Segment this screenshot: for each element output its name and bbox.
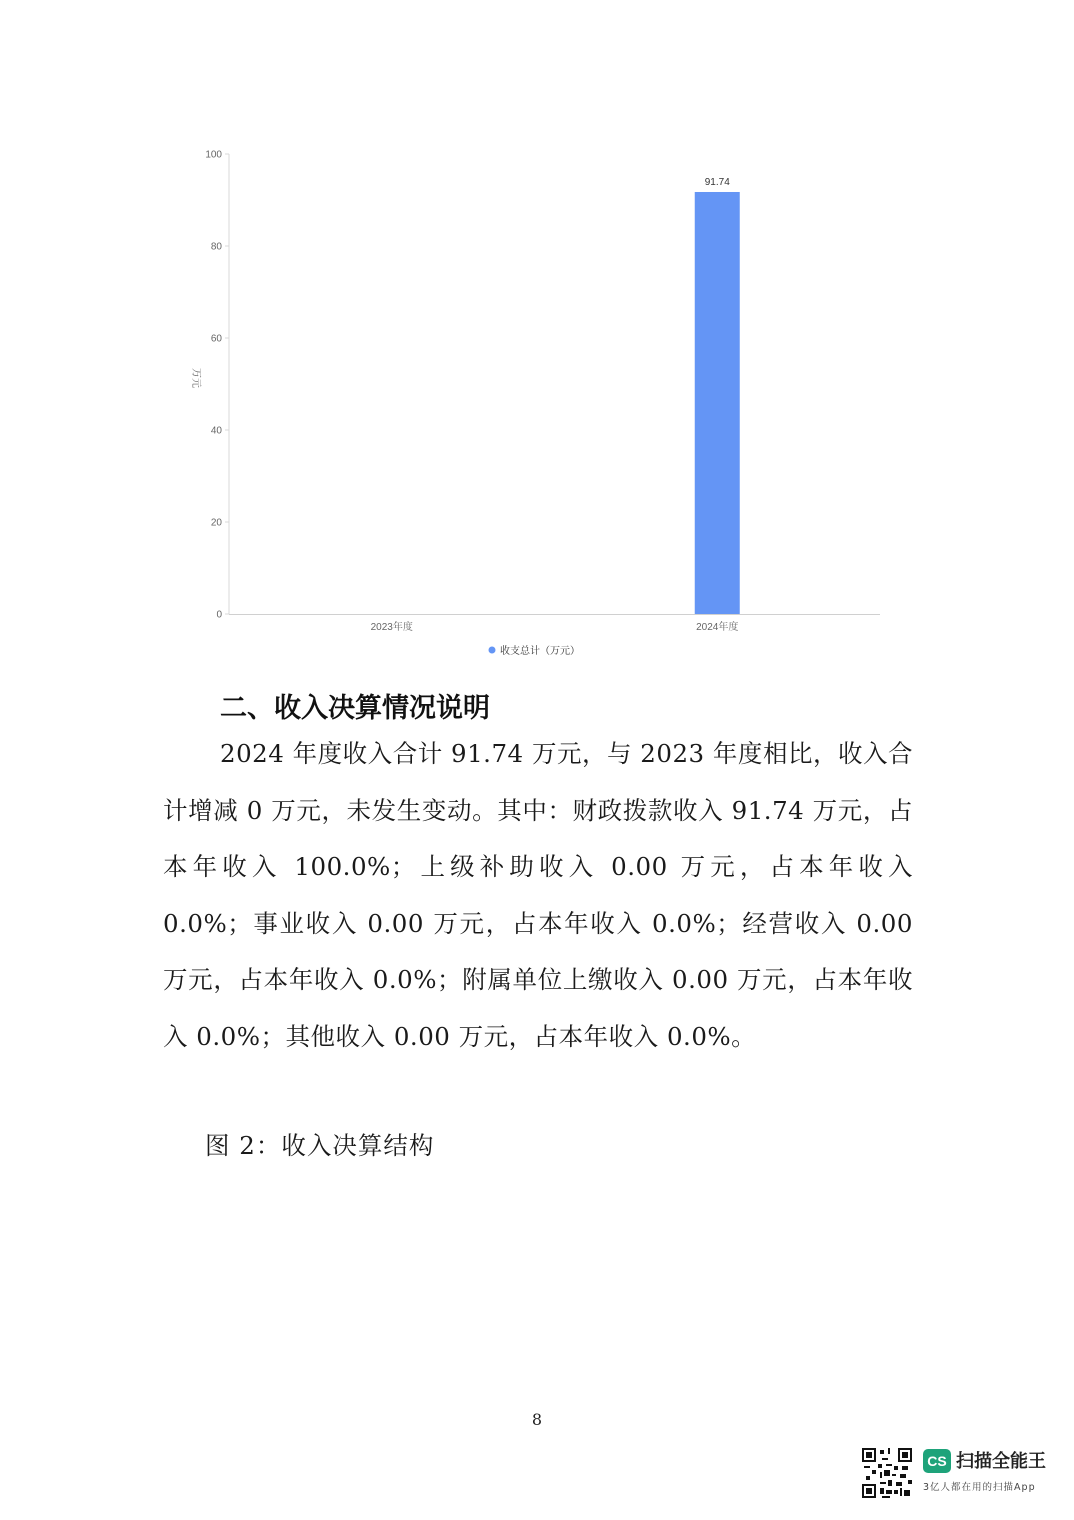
section-heading: 二、收入决算情况说明	[220, 693, 490, 724]
y-tick-label: 80	[210, 241, 222, 253]
x-tick-label: 2023年度	[370, 622, 413, 633]
figure-caption: 图 2：收入决算结构	[205, 1131, 435, 1160]
x-axis-ticks	[371, 620, 739, 633]
y-tick-label: 20	[210, 517, 222, 529]
page-number: 8	[531, 1410, 543, 1429]
bar-series	[695, 177, 740, 614]
y-tick-label: 60	[210, 333, 222, 345]
y-tick-label: 40	[210, 425, 222, 437]
y-axis-label: 万元	[190, 368, 201, 388]
bar	[695, 192, 740, 614]
scanner-watermark	[862, 1446, 1062, 1502]
y-tick-label: 0	[216, 609, 222, 621]
cs-logo-icon: CS	[923, 1449, 951, 1473]
data-label: 91.74	[704, 176, 730, 188]
brand-name: 扫描全能王	[956, 1451, 1046, 1472]
y-tick-label: 100	[205, 149, 222, 161]
qr-code-icon	[862, 1448, 912, 1498]
legend-marker	[489, 647, 496, 654]
income-paragraph: 2024 年度收入合计 91.74 万元，与 2023 年度相比，收入合计增减 0 万元，未发生变动。其中：财政拨款收入 91.74 万元，占本年收入 100.0%；上级补助收入 0.00 万元，占本年收入 0.0%；事业收入 0.00 万元，占本年收入 0.0%；经营收入 0.00 万元，占本年收入 0.0%；附属单位上缴收入 0.00 万元，占本年收入 0.0%；其他收入 0.00 万元，占本年收入 0.0%。	[163, 739, 913, 1051]
x-tick-label: 2024年度	[696, 622, 739, 633]
income-expense-bar-chart	[0, 0, 1074, 680]
brand-slogan: 3亿人都在用的扫描App	[923, 1482, 1036, 1493]
legend-label: 收支总计（万元）	[500, 646, 580, 657]
y-axis-ticks	[205, 150, 229, 621]
